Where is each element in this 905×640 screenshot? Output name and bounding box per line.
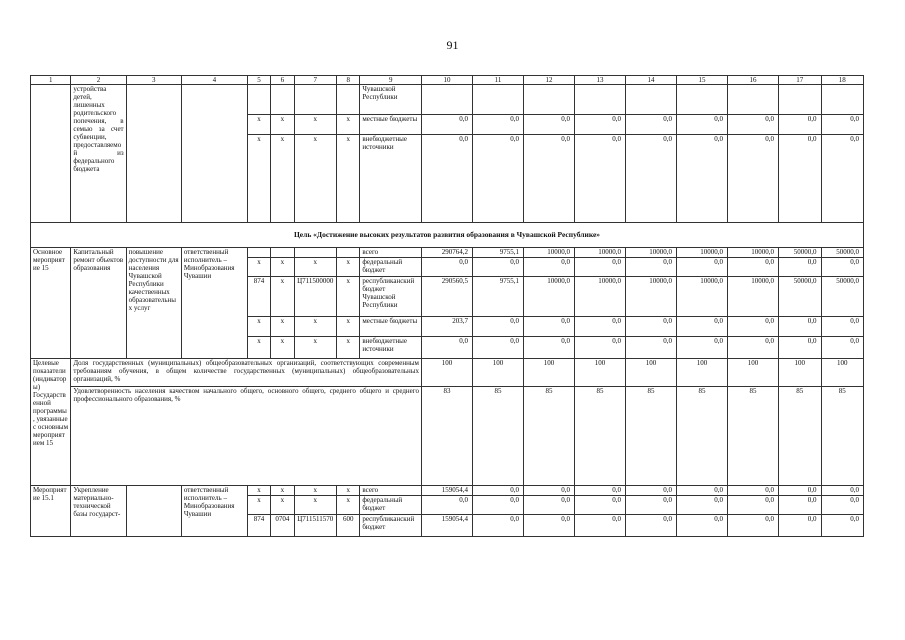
- data-cell: x: [294, 317, 337, 337]
- data-cell: [247, 85, 270, 115]
- data-cell: 0,0: [677, 115, 728, 135]
- data-cell: 159054,4: [422, 515, 473, 537]
- data-cell: 0,0: [821, 337, 864, 359]
- data-cell: 0,0: [473, 496, 524, 515]
- data-cell: 0,0: [728, 496, 779, 515]
- data-cell: 0,0: [677, 486, 728, 496]
- data-cell: 0,0: [473, 317, 524, 337]
- data-cell: 10000,0: [677, 248, 728, 258]
- data-cell: 0,0: [779, 515, 822, 537]
- data-cell: 10000,0: [728, 277, 779, 317]
- data-cell: x: [271, 486, 294, 496]
- data-cell: 50000,0: [779, 277, 822, 317]
- data-cell: 9755,1: [473, 277, 524, 317]
- empty-cell: [126, 486, 181, 537]
- indicator-value: 85: [524, 387, 575, 486]
- data-cell: 10000,0: [626, 248, 677, 258]
- data-cell: x: [271, 135, 294, 223]
- data-cell: x: [294, 115, 337, 135]
- data-cell: федеральный бюджет: [360, 496, 422, 515]
- column-number: 15: [677, 76, 728, 85]
- data-cell: 0,0: [677, 317, 728, 337]
- data-cell: [247, 248, 270, 258]
- data-cell: x: [247, 317, 270, 337]
- data-cell: 0,0: [524, 486, 575, 496]
- indicator-value: 100: [473, 359, 524, 387]
- column-number: 10: [422, 76, 473, 85]
- data-cell: 0,0: [779, 337, 822, 359]
- column-number: 14: [626, 76, 677, 85]
- data-cell: x: [271, 258, 294, 277]
- column-number: 11: [473, 76, 524, 85]
- main-activity-label: Основное мероприятие 15: [31, 248, 71, 359]
- column-number: 7: [294, 76, 337, 85]
- data-cell: 10000,0: [575, 277, 626, 317]
- indicator-value: 85: [473, 387, 524, 486]
- indicator-text: Доля государственных (муниципальных) общеобразовательных организаций, соответствующих современным требованиям обучения, в общем количестве государственных (муниципальных) общеобразовательных организаций, %: [71, 359, 422, 387]
- data-cell: 290764,2: [422, 248, 473, 258]
- data-cell: 203,7: [422, 317, 473, 337]
- data-cell: 0,0: [422, 258, 473, 277]
- data-cell: 0,0: [626, 317, 677, 337]
- data-cell: 600: [337, 515, 360, 537]
- data-cell: 0704: [271, 515, 294, 537]
- data-cell: 0,0: [422, 135, 473, 223]
- indicator-value: 100: [524, 359, 575, 387]
- column-number: 18: [821, 76, 864, 85]
- data-cell: 0,0: [779, 258, 822, 277]
- indicator-value: 100: [728, 359, 779, 387]
- data-cell: Ц711500000: [294, 277, 337, 317]
- data-cell: x: [337, 277, 360, 317]
- data-cell: 0,0: [779, 496, 822, 515]
- data-cell: x: [271, 317, 294, 337]
- data-cell: 0,0: [728, 258, 779, 277]
- goal-row: [31, 223, 864, 248]
- data-cell: 0,0: [473, 337, 524, 359]
- data-cell: 0,0: [821, 496, 864, 515]
- column-number: 1: [31, 76, 71, 85]
- data-cell: 0,0: [575, 135, 626, 223]
- indicator-value: 85: [779, 387, 822, 486]
- data-cell: 0,0: [575, 337, 626, 359]
- data-cell: 0,0: [524, 337, 575, 359]
- data-cell: 0,0: [677, 496, 728, 515]
- data-cell: 0,0: [473, 515, 524, 537]
- data-cell: 0,0: [728, 115, 779, 135]
- data-cell: 0,0: [779, 135, 822, 223]
- header-row: [31, 76, 864, 85]
- data-cell: x: [271, 277, 294, 317]
- data-cell: 0,0: [779, 115, 822, 135]
- data-cell: [626, 85, 677, 115]
- data-cell: 0,0: [524, 115, 575, 135]
- data-cell: 50000,0: [821, 248, 864, 258]
- data-cell: 0,0: [473, 258, 524, 277]
- data-cell: 0,0: [626, 496, 677, 515]
- indicator-value: 85: [626, 387, 677, 486]
- data-cell: 50000,0: [821, 277, 864, 317]
- data-cell: x: [271, 337, 294, 359]
- data-cell: [821, 85, 864, 115]
- column-number: 17: [779, 76, 822, 85]
- activity-name: устройства детей, лишенных родительского попечения, в семью за счет субвенции, предоставляемой из федерального бюджета: [71, 85, 126, 223]
- empty-cell: [181, 85, 247, 223]
- activity-name: Капитальный ремонт объектов образования: [71, 248, 126, 359]
- data-cell: 0,0: [779, 486, 822, 496]
- data-cell: [422, 85, 473, 115]
- data-cell: 0,0: [728, 135, 779, 223]
- data-cell: [337, 248, 360, 258]
- data-cell: [337, 85, 360, 115]
- data-cell: 0,0: [821, 486, 864, 496]
- data-cell: 0,0: [575, 115, 626, 135]
- indicator-value: 100: [575, 359, 626, 387]
- empty-cell: [126, 85, 181, 223]
- data-cell: 0,0: [575, 496, 626, 515]
- data-cell: Ц711511570: [294, 515, 337, 537]
- data-cell: 0,0: [575, 486, 626, 496]
- data-cell: 0,0: [524, 258, 575, 277]
- data-cell: 0,0: [677, 515, 728, 537]
- data-cell: 0,0: [677, 258, 728, 277]
- data-cell: 0,0: [728, 515, 779, 537]
- column-number: 8: [337, 76, 360, 85]
- data-cell: местные бюджеты: [360, 317, 422, 337]
- data-cell: местные бюджеты: [360, 115, 422, 135]
- indicator-value: 85: [677, 387, 728, 486]
- data-cell: 9755,1: [473, 248, 524, 258]
- data-cell: внебюджетные источники: [360, 135, 422, 223]
- column-number: 6: [271, 76, 294, 85]
- data-cell: 0,0: [524, 496, 575, 515]
- data-cell: 874: [247, 515, 270, 537]
- table-row: [31, 486, 864, 496]
- column-number: 16: [728, 76, 779, 85]
- data-cell: 0,0: [473, 115, 524, 135]
- data-cell: 0,0: [821, 135, 864, 223]
- data-cell: 10000,0: [677, 277, 728, 317]
- column-number: 3: [126, 76, 181, 85]
- indicator-value: 85: [575, 387, 626, 486]
- data-cell: всего: [360, 248, 422, 258]
- indicator-value: 100: [821, 359, 864, 387]
- data-cell: 0,0: [473, 135, 524, 223]
- data-cell: [524, 85, 575, 115]
- data-cell: [575, 85, 626, 115]
- column-number: 2: [71, 76, 126, 85]
- data-cell: 0,0: [575, 317, 626, 337]
- data-cell: x: [337, 258, 360, 277]
- data-cell: 0,0: [575, 515, 626, 537]
- data-cell: 0,0: [821, 258, 864, 277]
- data-cell: [271, 248, 294, 258]
- column-number: 13: [575, 76, 626, 85]
- data-cell: республиканский бюджет Чувашской Республики: [360, 277, 422, 317]
- data-cell: 0,0: [626, 486, 677, 496]
- data-cell: 0,0: [524, 317, 575, 337]
- indicator-value: 85: [821, 387, 864, 486]
- data-cell: федеральный бюджет: [360, 258, 422, 277]
- data-cell: Чувашской Республики: [360, 85, 422, 115]
- empty-cell: [31, 85, 71, 223]
- data-cell: x: [247, 337, 270, 359]
- data-cell: x: [337, 486, 360, 496]
- data-cell: [728, 85, 779, 115]
- data-cell: 50000,0: [779, 248, 822, 258]
- indicator-value: 100: [422, 359, 473, 387]
- data-cell: 290560,5: [422, 277, 473, 317]
- indicator-text: Удовлетворенность населения качеством начального общего, основного общего, среднего общего и среднего профессионального образования, %: [71, 387, 422, 486]
- indicator-value: 100: [626, 359, 677, 387]
- data-cell: 10000,0: [626, 277, 677, 317]
- data-cell: 0,0: [626, 115, 677, 135]
- data-cell: 0,0: [422, 496, 473, 515]
- data-cell: [779, 85, 822, 115]
- program-table: [30, 75, 864, 537]
- data-cell: x: [247, 115, 270, 135]
- data-cell: 0,0: [575, 258, 626, 277]
- data-cell: 10000,0: [575, 248, 626, 258]
- column-number: 5: [247, 76, 270, 85]
- data-cell: 0,0: [422, 337, 473, 359]
- data-cell: 0,0: [677, 135, 728, 223]
- data-cell: 10000,0: [524, 248, 575, 258]
- table-body: [31, 76, 864, 537]
- data-cell: 0,0: [728, 337, 779, 359]
- data-cell: 0,0: [626, 337, 677, 359]
- data-cell: [473, 85, 524, 115]
- data-cell: x: [337, 496, 360, 515]
- indicator-value: 85: [728, 387, 779, 486]
- data-cell: [294, 248, 337, 258]
- activity-name: Укрепление материально-технической базы государст-: [71, 486, 126, 537]
- data-cell: 0,0: [728, 486, 779, 496]
- indicator-value: 83: [422, 387, 473, 486]
- data-cell: внебюджетные источники: [360, 337, 422, 359]
- data-cell: x: [271, 115, 294, 135]
- activity-goal: повышение доступности для населения Чувашской Республики качественных образовательных услуг: [126, 248, 181, 359]
- data-cell: x: [294, 258, 337, 277]
- activity-label: Мероприятие 15.1: [31, 486, 71, 537]
- responsible-executor: ответственный исполнитель – Минобразования Чувашии: [181, 486, 247, 537]
- indicator-row: [31, 359, 864, 387]
- data-cell: 0,0: [677, 337, 728, 359]
- indicator-row: [31, 387, 864, 486]
- column-number: 12: [524, 76, 575, 85]
- data-cell: 0,0: [626, 135, 677, 223]
- data-cell: 0,0: [779, 317, 822, 337]
- data-cell: 0,0: [821, 317, 864, 337]
- page-number: 91: [446, 38, 459, 52]
- data-cell: x: [294, 496, 337, 515]
- data-cell: x: [247, 258, 270, 277]
- data-cell: x: [271, 496, 294, 515]
- indicator-value: 100: [779, 359, 822, 387]
- data-cell: 10000,0: [728, 248, 779, 258]
- data-cell: x: [337, 317, 360, 337]
- column-number: 9: [360, 76, 422, 85]
- data-cell: 0,0: [626, 515, 677, 537]
- data-cell: 0,0: [728, 317, 779, 337]
- data-cell: x: [294, 337, 337, 359]
- data-cell: x: [247, 496, 270, 515]
- data-cell: x: [337, 337, 360, 359]
- goal-heading: Цель «Достижение высоких результатов развития образования в Чувашской Республике»: [31, 223, 864, 248]
- data-cell: 0,0: [524, 135, 575, 223]
- data-cell: x: [294, 135, 337, 223]
- indicators-label: Целевые показатели (индикаторы) Государственной программы, увязанные с основным мероприятием 15: [31, 359, 71, 486]
- data-cell: республиканский бюджет: [360, 515, 422, 537]
- responsible-executor: ответственный исполнитель – Минобразования Чувашии: [181, 248, 247, 359]
- data-cell: x: [337, 135, 360, 223]
- column-number: 4: [181, 76, 247, 85]
- data-cell: 159054,4: [422, 486, 473, 496]
- data-cell: x: [247, 135, 270, 223]
- data-cell: x: [247, 486, 270, 496]
- data-cell: x: [294, 486, 337, 496]
- data-cell: [271, 85, 294, 115]
- table-row: [31, 85, 864, 115]
- indicator-value: 100: [677, 359, 728, 387]
- data-cell: 0,0: [524, 515, 575, 537]
- data-cell: [294, 85, 337, 115]
- data-cell: всего: [360, 486, 422, 496]
- data-cell: 874: [247, 277, 270, 317]
- data-cell: 0,0: [821, 515, 864, 537]
- data-cell: [677, 85, 728, 115]
- data-cell: 0,0: [626, 258, 677, 277]
- data-cell: 10000,0: [524, 277, 575, 317]
- table-row: [31, 248, 864, 258]
- data-cell: x: [337, 115, 360, 135]
- data-cell: 0,0: [473, 486, 524, 496]
- data-cell: 0,0: [422, 115, 473, 135]
- data-cell: 0,0: [821, 115, 864, 135]
